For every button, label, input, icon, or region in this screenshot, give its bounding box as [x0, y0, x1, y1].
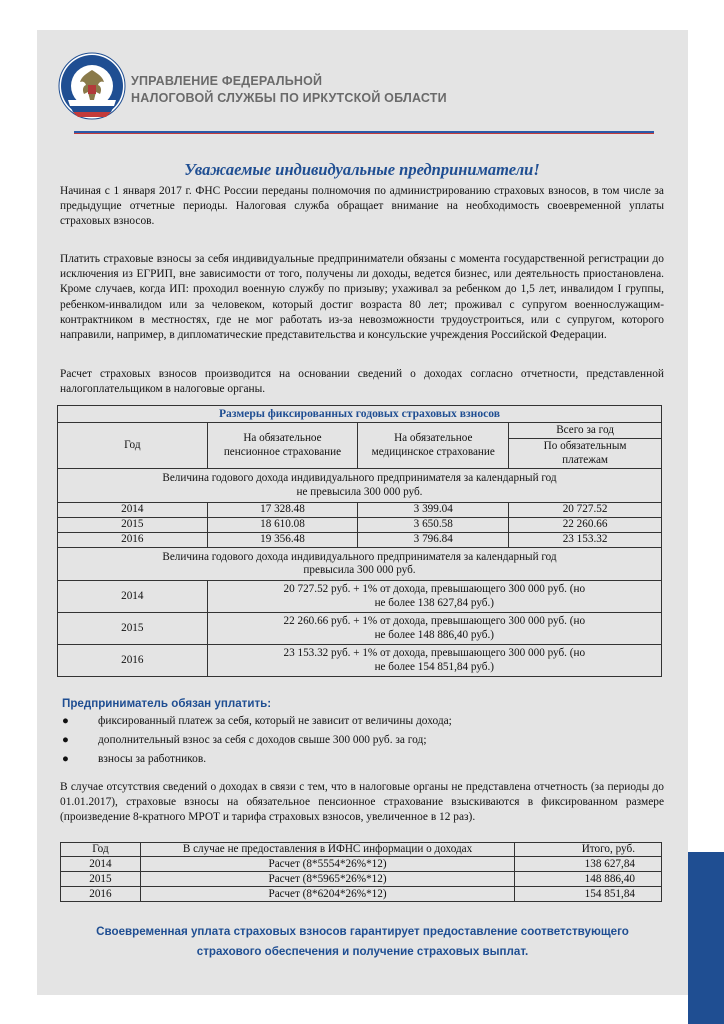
page-title: Уважаемые индивидуальные предприниматели! [184, 160, 540, 179]
cell-calc: Расчет (8*5965*26%*12) [140, 872, 514, 887]
cell-year: 2016 [61, 887, 141, 902]
list-item [62, 752, 206, 766]
table-row [61, 872, 662, 887]
cell-pension: 19 356.48 [207, 533, 358, 548]
table-caption: Размеры фиксированных годовых страховых взносов [58, 406, 662, 423]
table-row [61, 857, 662, 872]
section-over-300k: Величина годового дохода индивидуального предпринимателя за календарный год превысила 300 000 руб. [58, 548, 662, 581]
list-item [62, 733, 427, 747]
bullet-icon: ● [62, 753, 69, 765]
side-accent-bar [688, 852, 724, 1024]
cell-formula: 22 260.66 руб. + 1% от дохода, превышающего 300 000 руб. (но не более 148 886,40 руб.) [207, 613, 661, 645]
table-row [58, 533, 662, 548]
header-year: Год [58, 423, 208, 469]
cell-year: 2016 [58, 645, 208, 677]
paragraph-2: Платить страховые взносы за себя индивидуальные предприниматели обязаны с момента государственной регистрации до исключения из ЕГРИП, вне зависимости от того, получены ли доходы, ведется бизнес, или деятельность приостановлена. Кроме случаев, когда ИП: проходил военную службу по призыву; ухаживал за ребенком до 1,5 лет, инвалидом I группы, ребенком-инвалидом или за человеком, который достиг возраста 80 лет; проживал с супругом военнослужащим-контрактником в местностях, где не мог работать из-за невозможности трудоустроиться, или с супругом, которого направили, например, в дипломатические представительства и консульские учреждения Российской Федерации. [60, 253, 664, 342]
cell-total: 148 886,40 [515, 872, 662, 887]
bullet-icon: ● [62, 734, 69, 746]
list-item [62, 714, 452, 728]
cell-pension: 17 328.48 [207, 503, 358, 518]
table-row [58, 503, 662, 518]
fns-logo-icon [58, 52, 126, 120]
table-row [58, 613, 662, 645]
header-total: Всего за год [509, 423, 662, 439]
no-income-info-table [60, 842, 662, 902]
header-calc: В случае не предоставления в ИФНС информации о доходах [140, 843, 514, 857]
header-total: Итого, руб. [515, 843, 662, 857]
cell-calc: Расчет (8*5554*26%*12) [140, 857, 514, 872]
list-item-text: взносы за работников. [98, 753, 207, 765]
paragraph-4: В случае отсутствия сведений о доходах в связи с тем, что в налоговые органы не представлена отчетность (за периоды до 01.01.2017), страховые взносы на обязательное пенсионное страхование взыскиваются в фиксированном размере (произведение 8-кратного МРОТ и тарифа страховых взносов, увеличенное в 12 раз). [60, 781, 664, 824]
cell-formula: 20 727.52 руб. + 1% от дохода, превышающего 300 000 руб. (но не более 138 627,84 руб.) [207, 581, 661, 613]
cell-year: 2014 [61, 857, 141, 872]
cell-year: 2015 [61, 872, 141, 887]
bullet-icon: ● [62, 715, 69, 727]
cell-total: 23 153.32 [509, 533, 662, 548]
cell-year: 2016 [58, 533, 208, 548]
header-rule-red [74, 133, 654, 134]
paragraph-3: Расчет страховых взносов производится на основании сведений о доходах согласно отчетности, представленной налогоплательщиком в налоговые органы. [60, 368, 664, 396]
header-total-sub: По обязательным платежам [509, 439, 662, 469]
cell-medical: 3 796.84 [358, 533, 509, 548]
cell-total: 20 727.52 [509, 503, 662, 518]
table-row [58, 581, 662, 613]
cell-formula: 23 153.32 руб. + 1% от дохода, превышающего 300 000 руб. (но не более 154 851,84 руб.) [207, 645, 661, 677]
org-line-1: УПРАВЛЕНИЕ ФЕДЕРАЛЬНОЙ [131, 74, 323, 88]
organization-name [131, 73, 447, 107]
cell-total: 154 851,84 [515, 887, 662, 902]
cell-year: 2015 [58, 613, 208, 645]
header-pension: На обязательное пенсионное страхование [207, 423, 358, 469]
table-row [61, 887, 662, 902]
list-item-text: фиксированный платеж за себя, который не зависит от величины дохода; [98, 715, 452, 727]
cell-calc: Расчет (8*6204*26%*12) [140, 887, 514, 902]
header-medical: На обязательное медицинское страхование [358, 423, 509, 469]
cell-year: 2014 [58, 581, 208, 613]
org-line-2: НАЛОГОВОЙ СЛУЖБЫ ПО ИРКУТСКОЙ ОБЛАСТИ [131, 91, 447, 105]
table-row [58, 645, 662, 677]
section-under-300k: Величина годового дохода индивидуального предпринимателя за календарный год не превысила 300 000 руб. [58, 469, 662, 503]
closing-statement: Своевременная уплата страховых взносов гарантирует предоставление соответствующего страхового обеспечения и получение страховых выплат. [96, 925, 629, 958]
cell-medical: 3 399.04 [358, 503, 509, 518]
cell-total: 22 260.66 [509, 518, 662, 533]
cell-medical: 3 650.58 [358, 518, 509, 533]
header-year: Год [61, 843, 141, 857]
cell-year: 2014 [58, 503, 208, 518]
duty-heading: Предприниматель обязан уплатить: [62, 697, 272, 710]
table-row [58, 518, 662, 533]
cell-total: 138 627,84 [515, 857, 662, 872]
cell-pension: 18 610.08 [207, 518, 358, 533]
fixed-contributions-table [57, 405, 662, 677]
cell-year: 2015 [58, 518, 208, 533]
paragraph-1: Начиная с 1 января 2017 г. ФНС России переданы полномочия по администрированию страховых взносов, в том числе за предыдущие отчетные периоды. Налоговая служба обращает внимание на необходимость своевременной уплаты страховых взносов. [60, 185, 664, 228]
list-item-text: дополнительный взнос за себя с доходов свыше 300 000 руб. за год; [98, 734, 427, 746]
